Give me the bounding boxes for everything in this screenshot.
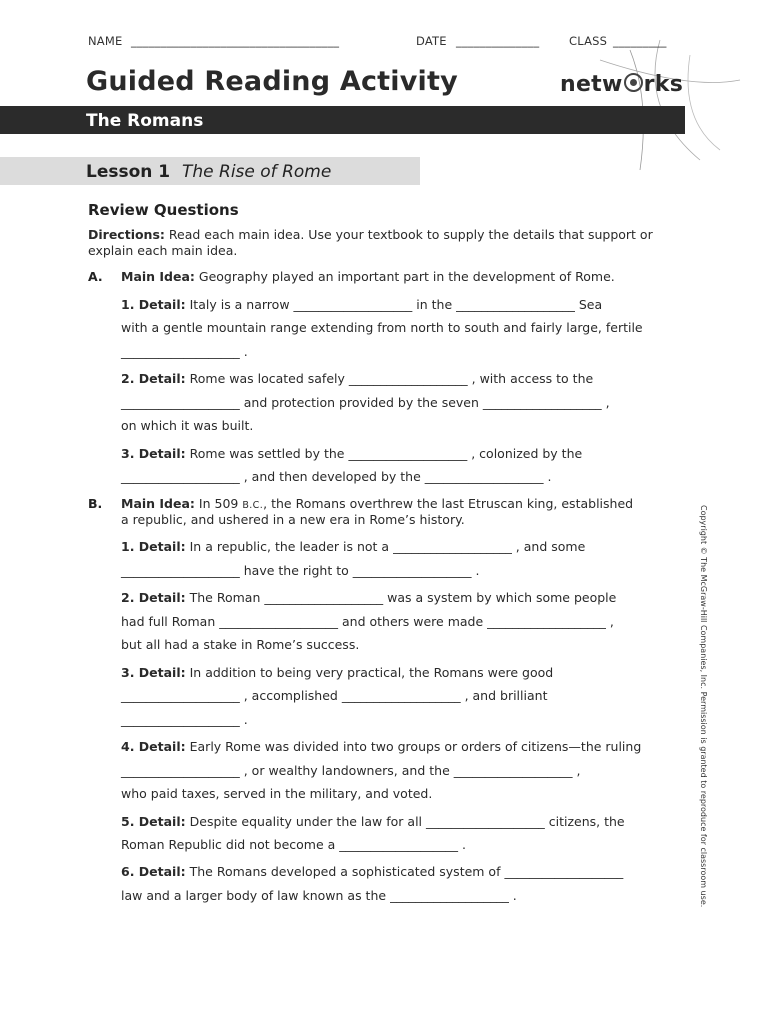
b-detail-6-line-2: law and a larger body of law known as the ___________________ . <box>121 888 517 903</box>
b-detail-3-line-2: ___________________ , accomplished ___________________ , and brilliant <box>121 688 548 703</box>
answer-blank[interactable]: ___________________ <box>121 469 240 484</box>
b-detail-5-line-2: Roman Republic did not become a ___________________ . <box>121 837 467 852</box>
answer-blank[interactable]: ___________________ <box>482 395 602 410</box>
answer-blank[interactable]: ___________________ <box>348 371 468 386</box>
networks-logo: netw rks <box>560 72 684 97</box>
a-detail-1-line-3: ___________________ . <box>121 344 248 359</box>
a-detail-2-line-3: on which it was built. <box>121 418 254 433</box>
b-detail-5-line-1: 5. Detail: Despite equality under the law for all ___________________ citizens, the <box>121 814 625 829</box>
answer-blank[interactable]: ___________________ <box>121 763 240 778</box>
answer-blank[interactable]: ___________________ <box>504 864 624 879</box>
name-blank[interactable]: ___________________________________ <box>131 34 340 48</box>
lesson-title: The Rise of Rome <box>182 162 332 182</box>
answer-blank[interactable]: ___________________ <box>348 446 468 461</box>
class-blank[interactable]: _________ <box>613 34 667 48</box>
item-b-marker: B. <box>88 496 103 511</box>
b-detail-4-line-2: ___________________ , or wealthy landowners, and the ___________________ , <box>121 763 581 778</box>
page-title: Guided Reading Activity <box>86 66 458 97</box>
answer-blank[interactable]: ___________________ <box>121 688 240 703</box>
class-label: CLASS <box>569 34 608 48</box>
lesson-number: Lesson 1 <box>86 162 171 182</box>
answer-blank[interactable]: ___________________ <box>453 763 573 778</box>
logo-o-icon <box>624 73 643 92</box>
answer-blank[interactable]: ___________________ <box>426 814 545 829</box>
b-detail-4-line-1: 4. Detail: Early Rome was divided into two groups or orders of citizens—the ruling <box>121 739 642 754</box>
a-detail-1-line-1: 1. Detail: Italy is a narrow ___________________ in the ___________________ Sea <box>121 297 603 312</box>
b-detail-3-line-3: ___________________ . <box>121 712 248 727</box>
answer-blank[interactable]: ___________________ <box>121 712 240 727</box>
b-detail-3-line-1: 3. Detail: In addition to being very practical, the Romans were good <box>121 665 554 680</box>
b-detail-4-line-3: who paid taxes, served in the military, and voted. <box>121 786 433 801</box>
b-detail-6-line-1: 6. Detail: The Romans developed a sophisticated system of ___________________ <box>121 864 624 879</box>
answer-blank[interactable]: ___________________ <box>219 614 338 629</box>
item-b-main-idea-line-2: a republic, and ushered in a new era in Rome’s history. <box>121 512 465 527</box>
answer-blank[interactable]: ___________________ <box>352 563 472 578</box>
b-detail-2-line-1: 2. Detail: The Roman ___________________ was a system by which some people <box>121 590 617 605</box>
item-b-main-idea-line-1: Main Idea: In 509 B.C., the Romans overthrew the last Etruscan king, established <box>121 496 634 511</box>
answer-blank[interactable]: ___________________ <box>393 539 512 554</box>
item-a-main-idea: Main Idea: Geography played an important part in the development of Rome. <box>121 269 615 284</box>
section-title: Review Questions <box>88 201 239 219</box>
answer-blank[interactable]: ___________________ <box>339 837 459 852</box>
directions: Directions: Read each main idea. Use your textbook to supply the details that support or explain each main idea. <box>88 227 653 258</box>
name-label: NAME <box>88 34 123 48</box>
answer-blank[interactable]: ___________________ <box>264 590 384 605</box>
answer-blank[interactable]: ___________________ <box>456 297 575 312</box>
answer-blank[interactable]: ___________________ <box>341 688 461 703</box>
a-detail-3-line-2: ___________________ , and then developed by the ___________________ . <box>121 469 552 484</box>
date-blank[interactable]: ______________ <box>456 34 540 48</box>
a-detail-1-line-2: with a gentle mountain range extending from north to south and fairly large, fertile <box>121 320 643 335</box>
answer-blank[interactable]: ___________________ <box>293 297 413 312</box>
a-detail-2-line-1: 2. Detail: Rome was located safely ___________________ , with access to the <box>121 371 594 386</box>
item-a-marker: A. <box>88 269 103 284</box>
b-detail-2-line-3: but all had a stake in Rome’s success. <box>121 637 360 652</box>
answer-blank[interactable]: ___________________ <box>487 614 606 629</box>
answer-blank[interactable]: ___________________ <box>390 888 509 903</box>
answer-blank[interactable]: ___________________ <box>424 469 544 484</box>
chapter-title: The Romans <box>86 111 204 131</box>
date-label: DATE <box>416 34 447 48</box>
b-detail-1-line-2: ___________________ have the right to ___________________ . <box>121 563 480 578</box>
copyright-notice: Copyright © The McGraw-Hill Companies, Inc. Permission is granted to reproduce for classroom use. <box>699 505 708 908</box>
answer-blank[interactable]: ___________________ <box>121 395 240 410</box>
a-detail-3-line-1: 3. Detail: Rome was settled by the ___________________ , colonized by the <box>121 446 583 461</box>
b-detail-1-line-1: 1. Detail: In a republic, the leader is not a ___________________ , and some <box>121 539 586 554</box>
b-detail-2-line-2: had full Roman ___________________ and others were made ___________________ , <box>121 614 614 629</box>
answer-blank[interactable]: ___________________ <box>121 563 240 578</box>
answer-blank[interactable]: ___________________ <box>121 344 240 359</box>
a-detail-2-line-2: ___________________ and protection provided by the seven ___________________ , <box>121 395 610 410</box>
